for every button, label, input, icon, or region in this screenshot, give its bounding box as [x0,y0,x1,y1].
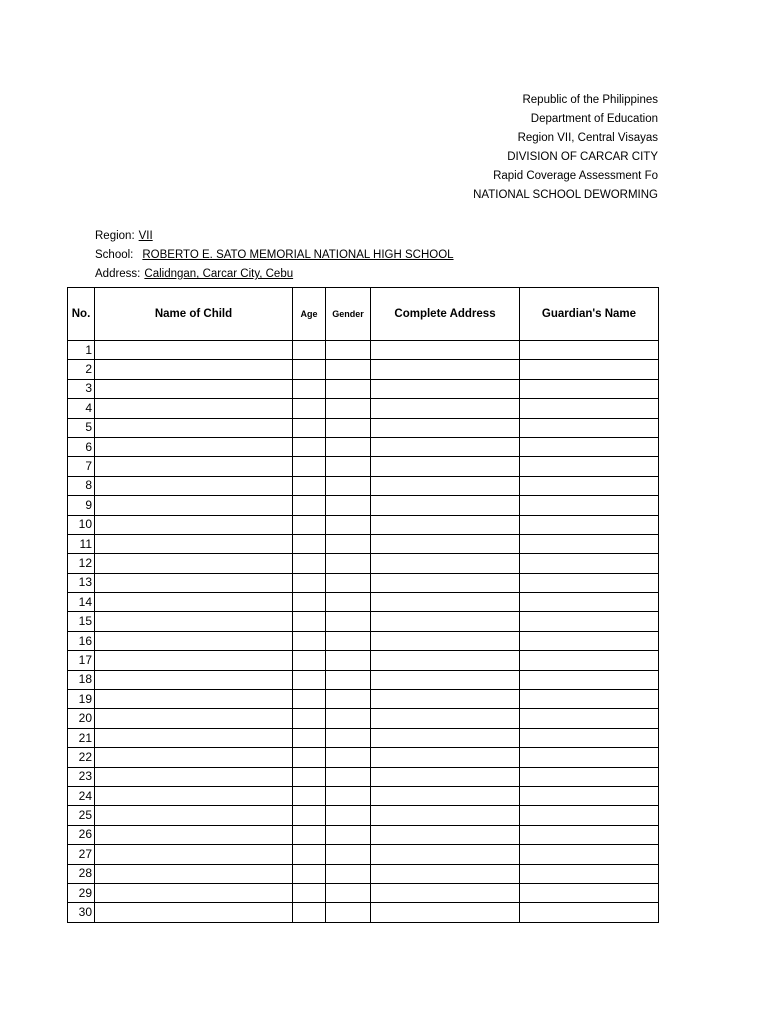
row-number-cell: 12 [68,554,95,573]
guardian-name-cell [520,709,659,728]
gender-cell [326,806,371,825]
age-cell [293,845,326,864]
guardian-name-cell [520,651,659,670]
child-name-cell [95,593,293,612]
age-cell [293,709,326,728]
column-header-no: No. [68,288,95,341]
table-row [68,883,659,902]
gender-cell [326,593,371,612]
gender-cell [326,437,371,456]
guardian-name-cell [520,476,659,495]
age-cell [293,476,326,495]
age-cell [293,786,326,805]
table-row [68,476,659,495]
gender-cell [326,457,371,476]
row-number-cell: 28 [68,864,95,883]
complete-address-cell [371,593,520,612]
address-value: Calidngan, Carcar City, Cebu [144,268,294,280]
complete-address-cell [371,786,520,805]
complete-address-cell [371,631,520,650]
guardian-name-cell [520,806,659,825]
gender-cell [326,631,371,650]
child-name-cell [95,457,293,476]
row-number-cell: 2 [68,360,95,379]
document-header [0,91,658,205]
row-number-cell: 7 [68,457,95,476]
age-cell [293,903,326,922]
row-number-cell: 1 [68,341,95,360]
row-number-cell: 23 [68,767,95,786]
age-cell [293,612,326,631]
guardian-name-cell [520,748,659,767]
header-program-title: NATIONAL SCHOOL DEWORMING [473,189,658,201]
gender-cell [326,651,371,670]
guardian-name-cell [520,612,659,631]
child-name-cell [95,767,293,786]
child-name-cell [95,496,293,515]
table-header [68,288,659,341]
child-name-cell [95,573,293,592]
gender-cell [326,786,371,805]
table-row [68,825,659,844]
column-header-age: Age [293,288,326,341]
complete-address-cell [371,476,520,495]
age-cell [293,554,326,573]
child-name-cell [95,341,293,360]
complete-address-cell [371,457,520,476]
guardian-name-cell [520,418,659,437]
table-row [68,554,659,573]
age-cell [293,748,326,767]
row-number-cell: 8 [68,476,95,495]
child-name-cell [95,670,293,689]
child-name-cell [95,806,293,825]
row-number-cell: 21 [68,728,95,747]
table-row [68,534,659,553]
guardian-name-cell [520,360,659,379]
complete-address-cell [371,496,520,515]
row-number-cell: 13 [68,573,95,592]
region-line [95,227,454,246]
table-row [68,786,659,805]
school-line [95,246,454,265]
region-label: Region: [95,230,135,242]
age-cell [293,457,326,476]
gender-cell [326,612,371,631]
complete-address-cell [371,825,520,844]
table-row [68,806,659,825]
age-cell [293,864,326,883]
gender-cell [326,825,371,844]
complete-address-cell [371,651,520,670]
guardian-name-cell [520,534,659,553]
guardian-name-cell [520,883,659,902]
complete-address-cell [371,515,520,534]
age-cell [293,379,326,398]
row-number-cell: 9 [68,496,95,515]
row-number-cell: 22 [68,748,95,767]
guardian-name-cell [520,631,659,650]
guardian-name-cell [520,864,659,883]
gender-cell [326,515,371,534]
row-number-cell: 10 [68,515,95,534]
gender-cell [326,883,371,902]
complete-address-cell [371,418,520,437]
table-row [68,341,659,360]
table-row [68,418,659,437]
child-name-cell [95,554,293,573]
table-row [68,709,659,728]
gender-cell [326,903,371,922]
row-number-cell: 6 [68,437,95,456]
age-cell [293,767,326,786]
row-number-cell: 16 [68,631,95,650]
school-info [95,227,454,284]
column-header-guardian: Guardian's Name [520,288,659,341]
complete-address-cell [371,709,520,728]
deworming-roster-table [67,287,659,923]
row-number-cell: 20 [68,709,95,728]
child-name-cell [95,709,293,728]
row-number-cell: 26 [68,825,95,844]
complete-address-cell [371,379,520,398]
row-number-cell: 30 [68,903,95,922]
table-row [68,864,659,883]
age-cell [293,534,326,553]
column-header-gender: Gender [326,288,371,341]
row-number-cell: 14 [68,593,95,612]
row-number-cell: 25 [68,806,95,825]
row-number-cell: 19 [68,690,95,709]
gender-cell [326,418,371,437]
row-number-cell: 3 [68,379,95,398]
guardian-name-cell [520,845,659,864]
complete-address-cell [371,728,520,747]
guardian-name-cell [520,903,659,922]
guardian-name-cell [520,573,659,592]
child-name-cell [95,379,293,398]
complete-address-cell [371,399,520,418]
age-cell [293,883,326,902]
age-cell [293,399,326,418]
header-division: DIVISION OF CARCAR CITY [507,151,658,163]
table-row [68,515,659,534]
child-name-cell [95,651,293,670]
gender-cell [326,767,371,786]
child-name-cell [95,399,293,418]
row-number-cell: 24 [68,786,95,805]
complete-address-cell [371,360,520,379]
table-row [68,651,659,670]
gender-cell [326,360,371,379]
complete-address-cell [371,864,520,883]
complete-address-cell [371,612,520,631]
header-department: Department of Education [530,113,658,125]
gender-cell [326,476,371,495]
row-number-cell: 4 [68,399,95,418]
child-name-cell [95,418,293,437]
gender-cell [326,748,371,767]
row-number-cell: 11 [68,534,95,553]
gender-cell [326,379,371,398]
age-cell [293,825,326,844]
age-cell [293,593,326,612]
age-cell [293,341,326,360]
child-name-cell [95,360,293,379]
region-value: VII [138,230,153,242]
table-row [68,728,659,747]
gender-cell [326,534,371,553]
table-row [68,845,659,864]
guardian-name-cell [520,457,659,476]
column-header-address: Complete Address [371,288,520,341]
table-row [68,748,659,767]
guardian-name-cell [520,728,659,747]
age-cell [293,651,326,670]
child-name-cell [95,845,293,864]
child-name-cell [95,476,293,495]
row-number-cell: 27 [68,845,95,864]
table-row [68,437,659,456]
age-cell [293,496,326,515]
complete-address-cell [371,341,520,360]
guardian-name-cell [520,767,659,786]
table-row [68,457,659,476]
table-row [68,379,659,398]
complete-address-cell [371,883,520,902]
child-name-cell [95,631,293,650]
child-name-cell [95,786,293,805]
age-cell [293,690,326,709]
gender-cell [326,341,371,360]
guardian-name-cell [520,670,659,689]
guardian-name-cell [520,554,659,573]
gender-cell [326,864,371,883]
table-row [68,612,659,631]
child-name-cell [95,437,293,456]
complete-address-cell [371,573,520,592]
table-row [68,360,659,379]
gender-cell [326,670,371,689]
age-cell [293,437,326,456]
child-name-cell [95,690,293,709]
child-name-cell [95,864,293,883]
gender-cell [326,709,371,728]
school-label: School: [95,249,134,261]
address-line [95,265,454,284]
child-name-cell [95,515,293,534]
complete-address-cell [371,534,520,553]
table-body [68,341,659,923]
guardian-name-cell [520,515,659,534]
table-row [68,631,659,650]
child-name-cell [95,728,293,747]
guardian-name-cell [520,341,659,360]
row-number-cell: 15 [68,612,95,631]
row-number-cell: 29 [68,883,95,902]
table-row [68,767,659,786]
table-row [68,593,659,612]
gender-cell [326,496,371,515]
complete-address-cell [371,670,520,689]
table-row [68,573,659,592]
gender-cell [326,554,371,573]
header-republic: Republic of the Philippines [522,94,658,106]
child-name-cell [95,748,293,767]
row-number-cell: 17 [68,651,95,670]
complete-address-cell [371,767,520,786]
table-row [68,399,659,418]
complete-address-cell [371,690,520,709]
complete-address-cell [371,748,520,767]
age-cell [293,515,326,534]
age-cell [293,360,326,379]
complete-address-cell [371,554,520,573]
child-name-cell [95,612,293,631]
guardian-name-cell [520,825,659,844]
table-header-row [68,288,659,341]
table-row [68,670,659,689]
child-name-cell [95,903,293,922]
header-region: Region VII, Central Visayas [517,132,658,144]
age-cell [293,418,326,437]
school-value: ROBERTO E. SATO MEMORIAL NATIONAL HIGH SCHOOL [142,249,454,261]
gender-cell [326,728,371,747]
column-header-name: Name of Child [95,288,293,341]
row-number-cell: 18 [68,670,95,689]
age-cell [293,573,326,592]
age-cell [293,631,326,650]
complete-address-cell [371,806,520,825]
table-row [68,690,659,709]
gender-cell [326,845,371,864]
child-name-cell [95,883,293,902]
header-form-title: Rapid Coverage Assessment Fo [493,170,658,182]
table-row [68,903,659,922]
gender-cell [326,573,371,592]
guardian-name-cell [520,786,659,805]
guardian-name-cell [520,690,659,709]
row-number-cell: 5 [68,418,95,437]
child-name-cell [95,825,293,844]
gender-cell [326,690,371,709]
age-cell [293,728,326,747]
gender-cell [326,399,371,418]
address-label: Address: [95,268,141,280]
guardian-name-cell [520,593,659,612]
guardian-name-cell [520,437,659,456]
table-row [68,496,659,515]
guardian-name-cell [520,496,659,515]
complete-address-cell [371,903,520,922]
guardian-name-cell [520,379,659,398]
complete-address-cell [371,845,520,864]
child-name-cell [95,534,293,553]
complete-address-cell [371,437,520,456]
guardian-name-cell [520,399,659,418]
age-cell [293,806,326,825]
age-cell [293,670,326,689]
